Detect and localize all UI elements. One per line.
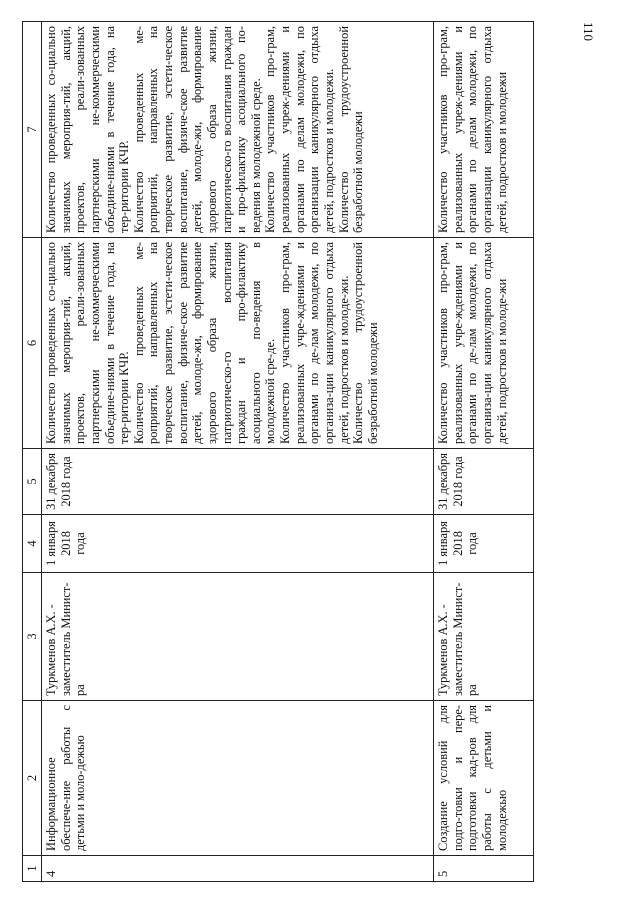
- indicator-text: Количество трудоустроенной безработной молодежи: [336, 26, 366, 233]
- indicator-text: Количество трудоустроенной безработной молодежи: [351, 242, 380, 444]
- column-number-5: 5: [23, 449, 42, 515]
- start-date: 1 января 2018 года: [42, 515, 434, 573]
- column-number-7: 7: [23, 22, 42, 238]
- column-number-6: 6: [23, 238, 42, 449]
- indicator-text: Количество участников про-грам, реализованных учре-ждениями и органами по де-лам молодежи, по организа-ции каникулярного отдыха детей, подростков и молоде-жи.: [278, 242, 351, 444]
- indicators-planned: [42, 238, 434, 449]
- end-date: 31 декабря 2018 года: [42, 449, 434, 515]
- indicator-text: Количество проведенных ме-роприятий, направленных на творческое развитие, эстети-ческое воспитание, физиче-ское развитие детей, молоде-жи, формирование здорового образа жизни, патриотическо-го воспитания граждан и про-филактику асоциального по-ведения в молодежной сре-де.: [131, 242, 278, 444]
- responsible-person: Туркменов А.Х. - заместитель Минист-ра: [434, 573, 534, 701]
- indicator-text: Количество участников про-грам, реализованных учре-ждениями и органами по де-лам молодежи, по организа-ции каникулярного отдыха детей, подростков и молоде-жи: [436, 242, 509, 444]
- row-number: 5: [434, 856, 534, 882]
- indicator-text: Количество проведенных со-циально значимых мероприя-тий, акций, проектов, реали-зованных партнерскими не-коммерческими объедине-ниями в течение года, на тер-ритории КЧР.: [44, 26, 132, 233]
- indicators-result: [42, 22, 434, 238]
- column-number-3: 3: [23, 573, 42, 701]
- end-date: 31 декабря 2018 года: [434, 449, 534, 515]
- measure-name: Создание условий для подго-товки и пере-подготовки кад-ров для работы с детьми и молодежью: [434, 701, 534, 856]
- document-sheet: [22, 22, 602, 882]
- row-number: 4: [42, 856, 434, 882]
- table-row: [434, 22, 534, 882]
- responsible-person: Туркменов А.Х. - заместитель Минист-ра: [42, 573, 434, 701]
- measures-table: [22, 21, 534, 882]
- table-header-row: [23, 22, 42, 882]
- indicator-text: Количество участников про-грам, реализованных учреж-дениями и органами по делам молодежи, по организации каникулярного отдыха детей, подростков и молодежи.: [263, 26, 336, 233]
- page-number: 110: [581, 22, 596, 42]
- indicator-text: Количество проведенных ме-роприятий, направленных на творческое развитие, эстети-ческое воспитание, физиче-ское развитие детей, молоде-жи, формирование здорового образа жизни, патриотическо-го воспитания граждан и про-филактику асоциального по-ведения в молодежной среде.: [131, 26, 263, 233]
- indicators-planned: [434, 238, 534, 449]
- indicator-text: Количество участников про-грам, реализованных учреж-дениями и органами по делам молодежи, по организации каникулярного отдыха детей, подростков и молодежи: [436, 26, 509, 233]
- column-number-4: 4: [23, 515, 42, 573]
- table-row: [42, 22, 434, 882]
- indicator-text: Количество проведенных со-циально значимых мероприя-тий, акций, проектов, реали-зованных партнерскими не-коммерческими объедине-ниями в течение года, на тер-ритории КЧР.: [44, 242, 132, 444]
- column-number-1: 1: [23, 856, 42, 882]
- column-number-2: 2: [23, 701, 42, 856]
- start-date: 1 января 2018 года: [434, 515, 534, 573]
- indicators-result: [434, 22, 534, 238]
- measure-name: Информационное обеспече-ние работы с детьми и моло-дежью: [42, 701, 434, 856]
